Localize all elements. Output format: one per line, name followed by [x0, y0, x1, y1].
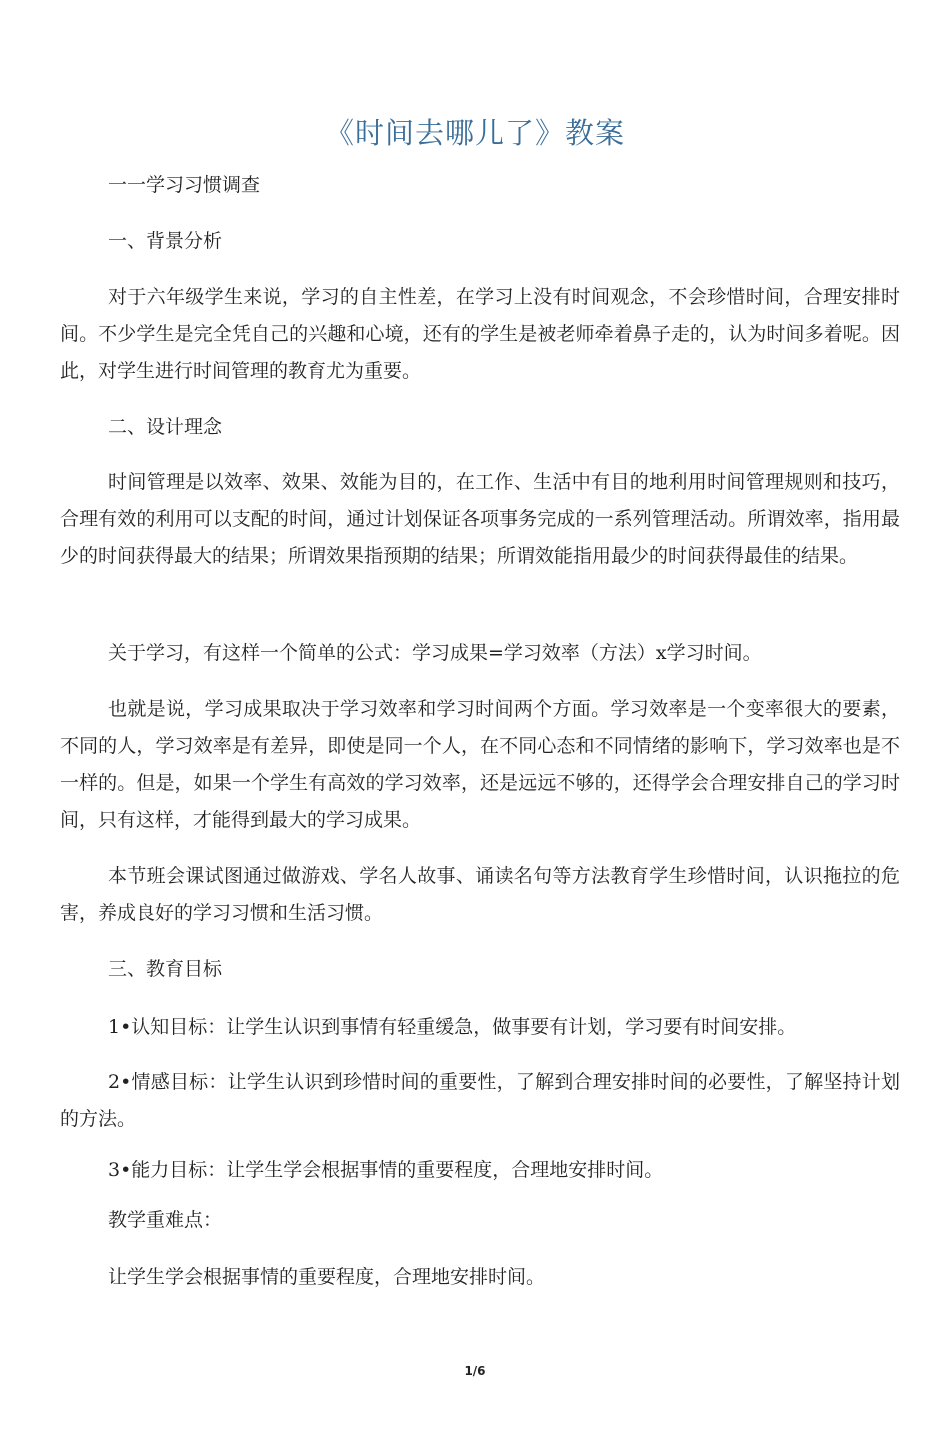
paragraph-design-3: 也就是说，学习成果取决于学习效率和学习时间两个方面。学习效率是一个变率很大的要素，不同的人，学习效率是有差异，即使是同一个人，在不同心态和不同情绪的影响下，学习效率也是不一样的。但是，如果一个学生有高效的学习效率，还是远远不够的，还得学会合理安排自己的学习时间，只有这样，才能得到最大的学习成果。 [60, 698, 900, 831]
paragraph-design-4: 本节班会课试图通过做游戏、学名人故事、诵读名句等方法教育学生珍惜时间，认识拖拉的危害，养成良好的学习习惯和生活习惯。 [60, 865, 900, 924]
key-points-text: 让学生学会根据事情的重要程度，合理地安排时间。 [108, 1266, 546, 1288]
section-heading-background: 一、背景分析 [108, 230, 223, 252]
goal-item-1: 1•认知目标：让学生认识到事情有轻重缓急，做事要有计划，学习要有时间安排。 [108, 1016, 797, 1038]
key-points-label: 教学重难点： [108, 1209, 223, 1231]
paragraph-design-1: 时间管理是以效率、效果、效能为目的，在工作、生活中有目的地利用时间管理规则和技巧，合理有效的利用可以支配的时间，通过计划保证各项事务完成的一系列管理活动。所谓效率，指用最少的时间获得最大的结果；所谓效果指预期的结果；所谓效能指用最少的时间获得最佳的结果。 [60, 471, 900, 567]
document-subtitle: 一一学习习惯调查 [108, 174, 261, 196]
section-heading-goals: 三、教育目标 [108, 958, 223, 980]
goal-item-3: 3•能力目标：让学生学会根据事情的重要程度，合理地安排时间。 [108, 1159, 664, 1181]
goal-item-2: 2•情感目标：让学生认识到珍惜时间的重要性，了解到合理安排时间的必要性，了解坚持计划的方法。 [60, 1071, 900, 1130]
section-heading-design: 二、设计理念 [108, 416, 223, 438]
document-title: 《时间去哪儿了》教案 [324, 116, 625, 150]
paragraph-background: 对于六年级学生来说，学习的自主性差，在学习上没有时间观念，不会珍惜时间，合理安排时间。不少学生是完全凭自己的兴趣和心境，还有的学生是被老师牵着鼻子走的，认为时间多着呢。因此，对学生进行时间管理的教育尤为重要。 [60, 286, 900, 382]
paragraph-formula: 关于学习，有这样一个简单的公式：学习成果=学习效率（方法）x学习时间。 [108, 642, 762, 664]
page-number: 1/6 [464, 1364, 486, 1378]
